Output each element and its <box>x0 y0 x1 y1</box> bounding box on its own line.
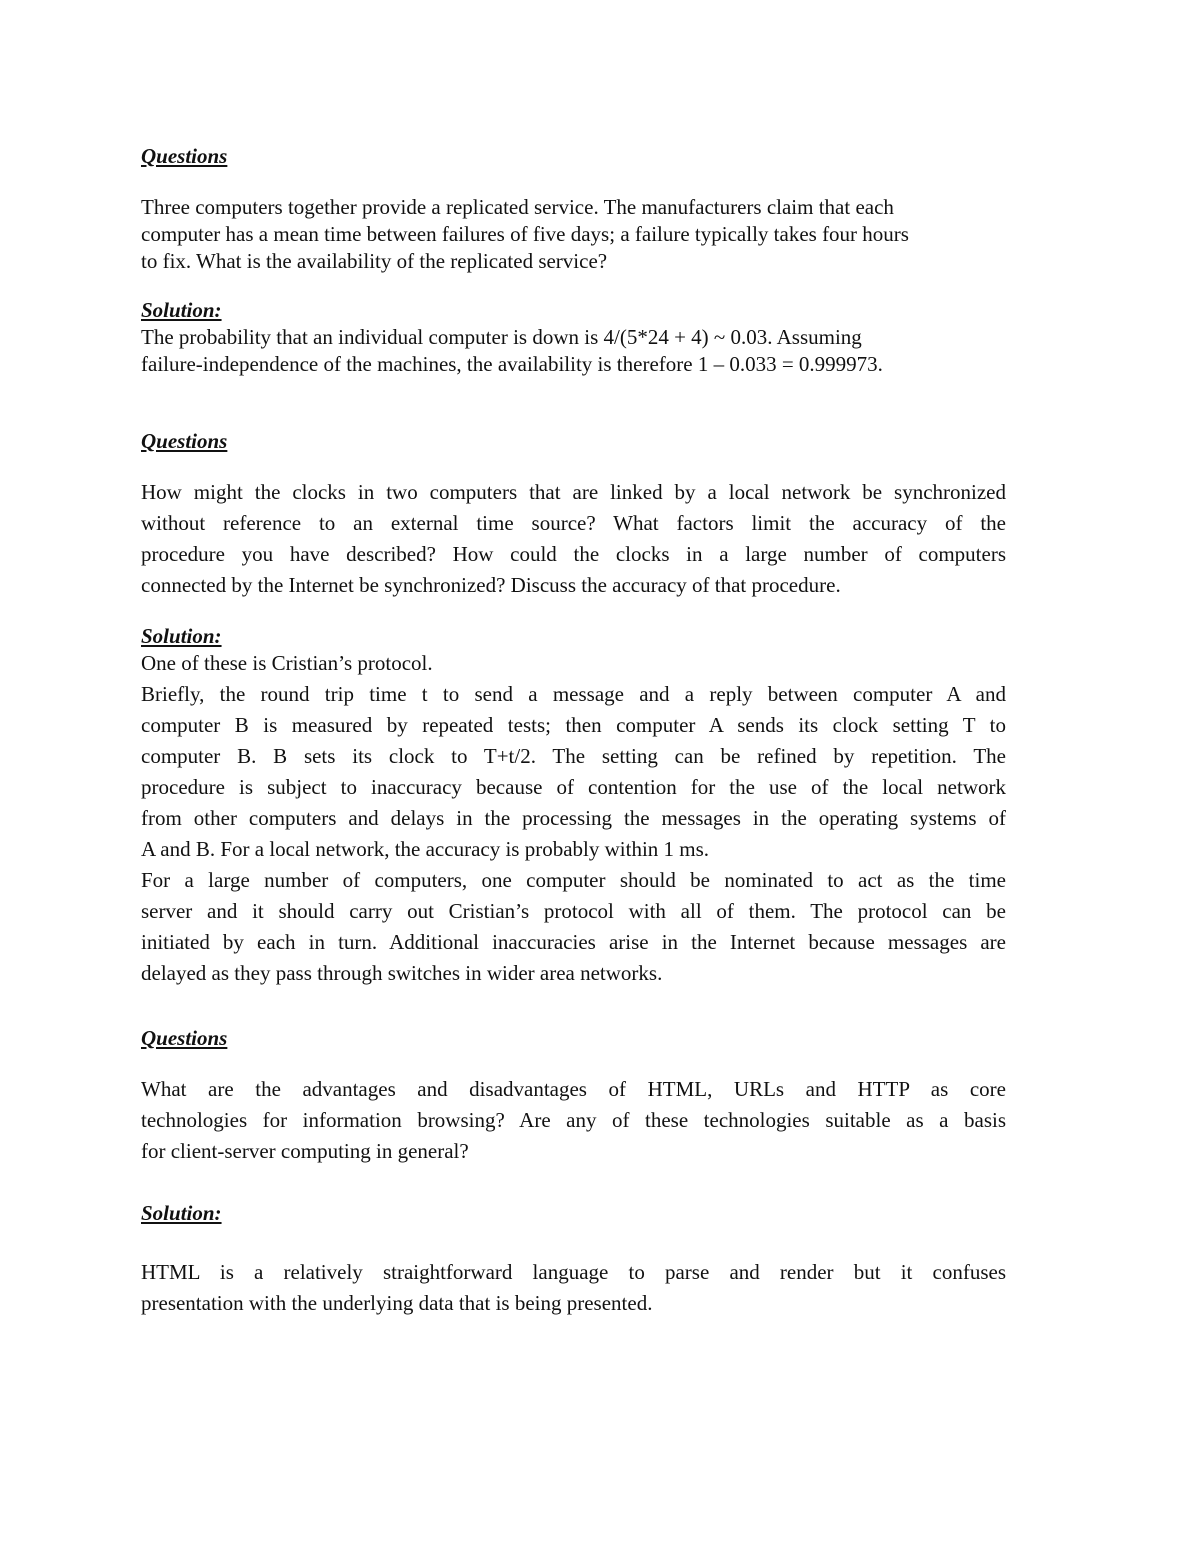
solution-2-line-11: delayed as they pass through switches in wider area networks. <box>141 961 663 985</box>
question-text-3 <box>141 1074 1006 1167</box>
question-1-line-2: computer has a mean time between failures of five days; a failure typically takes four hours <box>141 222 909 246</box>
solution-heading-3: Solution: <box>141 1201 222 1225</box>
questions-heading-1: Questions <box>141 144 228 168</box>
solution-2-line-3: computer B is measured by repeated tests; then computer A sends its clock setting T to <box>141 713 1006 737</box>
questions-heading-2: Questions <box>141 429 228 453</box>
question-2-line-4: connected by the Internet be synchronized? Discuss the accuracy of that procedure. <box>141 573 841 597</box>
question-3-line-3: for client-server computing in general? <box>141 1139 469 1163</box>
solution-2-line-1: One of these is Cristian’s protocol. <box>141 651 433 675</box>
question-text-1 <box>141 194 1006 275</box>
solution-3-line-2: presentation with the underlying data that is being presented. <box>141 1291 653 1315</box>
solution-2-line-6: from other computers and delays in the processing the messages in the operating systems of <box>141 806 1006 830</box>
solution-heading-1: Solution: <box>141 298 222 322</box>
question-2-line-2: without reference to an external time source? What factors limit the accuracy of the <box>141 511 1006 535</box>
solution-2-line-5: procedure is subject to inaccuracy because of contention for the use of the local network <box>141 775 1006 799</box>
solution-2-line-8: For a large number of computers, one computer should be nominated to act as the time <box>141 868 1006 892</box>
question-2-line-1: How might the clocks in two computers that are linked by a local network be synchronized <box>141 480 1006 504</box>
questions-heading-3: Questions <box>141 1026 228 1050</box>
solution-heading-2: Solution: <box>141 624 222 648</box>
question-3-line-1: What are the advantages and disadvantages of HTML, URLs and HTTP as core <box>141 1077 1006 1101</box>
question-2-line-3: procedure you have described? How could the clocks in a large number of computers <box>141 542 1006 566</box>
question-1-line-1: Three computers together provide a replicated service. The manufacturers claim that each <box>141 195 894 219</box>
solution-1-line-2: failure-independence of the machines, the availability is therefore 1 – 0.033 = 0.999973. <box>141 352 883 376</box>
solution-2-line-7: A and B. For a local network, the accuracy is probably within 1 ms. <box>141 837 710 861</box>
solution-text-2 <box>141 648 1006 989</box>
question-3-line-2: technologies for information browsing? Are any of these technologies suitable as a basis <box>141 1108 1006 1132</box>
solution-text-1 <box>141 324 1006 378</box>
solution-2-line-10: initiated by each in turn. Additional inaccuracies arise in the Internet because messages are <box>141 930 1006 954</box>
solution-2-line-4: computer B. B sets its clock to T+t/2. The setting can be refined by repetition. The <box>141 744 1006 768</box>
solution-text-3 <box>141 1257 1006 1319</box>
solution-3-line-1: HTML is a relatively straightforward language to parse and render but it confuses <box>141 1260 1006 1284</box>
question-text-2 <box>141 477 1006 601</box>
solution-2-line-2: Briefly, the round trip time t to send a message and a reply between computer A and <box>141 682 1006 706</box>
solution-1-line-1: The probability that an individual computer is down is 4/(5*24 + 4) ~ 0.03. Assuming <box>141 325 862 349</box>
solution-2-line-9: server and it should carry out Cristian’s protocol with all of them. The protocol can be <box>141 899 1006 923</box>
question-1-line-3: to fix. What is the availability of the replicated service? <box>141 249 608 273</box>
